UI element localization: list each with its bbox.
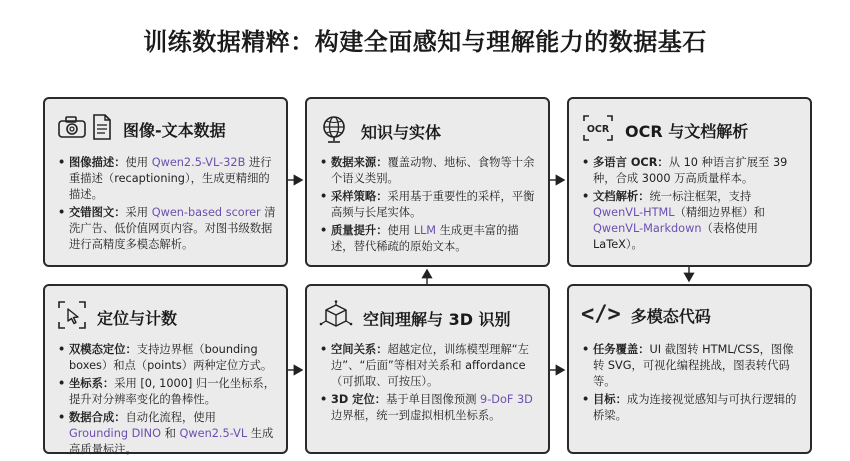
code-title: 多模态代码 xyxy=(630,306,711,326)
list-item: • 任务覆盖：UI 截图转 HTML/CSS，图像转 SVG，可视化编程挑战，图表转代码等。 xyxy=(593,342,800,390)
list-item: • 质量提升：使用 LLM 生成更丰富的描述，替代稀疏的原始文本。 xyxy=(331,223,538,255)
list-item: • 文档解析：统一标注框架，支持 QwenVL-HTML（精细边界框）和 QwenVL-Markdown（表格使用 LaTeX）。 xyxy=(593,189,800,253)
list-item: • 空间关系：超越定位，训练模型理解“左边”、“后面”等相对关系和 affordance（可抓取、可按压）。 xyxy=(331,342,538,390)
image-text-title: 图像-文本数据 xyxy=(123,120,226,140)
code-icon: </> xyxy=(581,302,621,327)
list-item: • 多语言 OCR：从 10 种语言扩展至 39 种，合成 3000 万高质量样本。 xyxy=(593,155,800,187)
ocr-title: OCR 与文档解析 xyxy=(625,121,749,141)
svg-text:OCR: OCR xyxy=(586,124,610,135)
list-item: • 交错图文：采用 Qwen-based scorer 清洗广告、低价值网页内容。对图书级数据进行高精度多模态解析。 xyxy=(69,205,276,253)
spatial-title: 空间理解与 3D 识别 xyxy=(363,309,511,329)
list-item: • 坐标系：采用 [0, 1000] 归一化坐标系，提升对分辨率变化的鲁棒性。 xyxy=(69,376,276,408)
list-item: • 数据来源：覆盖动物、地标、食物等十余个语义类别。 xyxy=(331,155,538,187)
page-title: 训练数据精粹：构建全面感知与理解能力的数据基石 xyxy=(143,28,707,56)
list-item: • 图像描述：使用 Qwen2.5-VL-32B 进行重描述（recaptioning），生成更精细的描述。 xyxy=(69,155,276,203)
list-item: • 目标：成为连接视觉感知与可执行逻辑的桥梁。 xyxy=(593,392,800,424)
knowledge-title: 知识与实体 xyxy=(361,122,442,142)
list-item: • 采样策略：采用基于重要性的采样，平衡高频与长尾实体。 xyxy=(331,189,538,221)
list-item: • 双模态定位：支持边界框（bounding boxes）和点（points）两种定位方式。 xyxy=(69,342,276,374)
list-item: • 数据合成：自动化流程，使用 Grounding DINO 和 Qwen2.5-VL 生成高质量标注。 xyxy=(69,410,276,458)
list-item: • 3D 定位：基于单目图像预测 9-DoF 3D 边界框，统一到虚拟相机坐标系。 xyxy=(331,392,538,424)
grounding-title: 定位与计数 xyxy=(97,308,178,328)
